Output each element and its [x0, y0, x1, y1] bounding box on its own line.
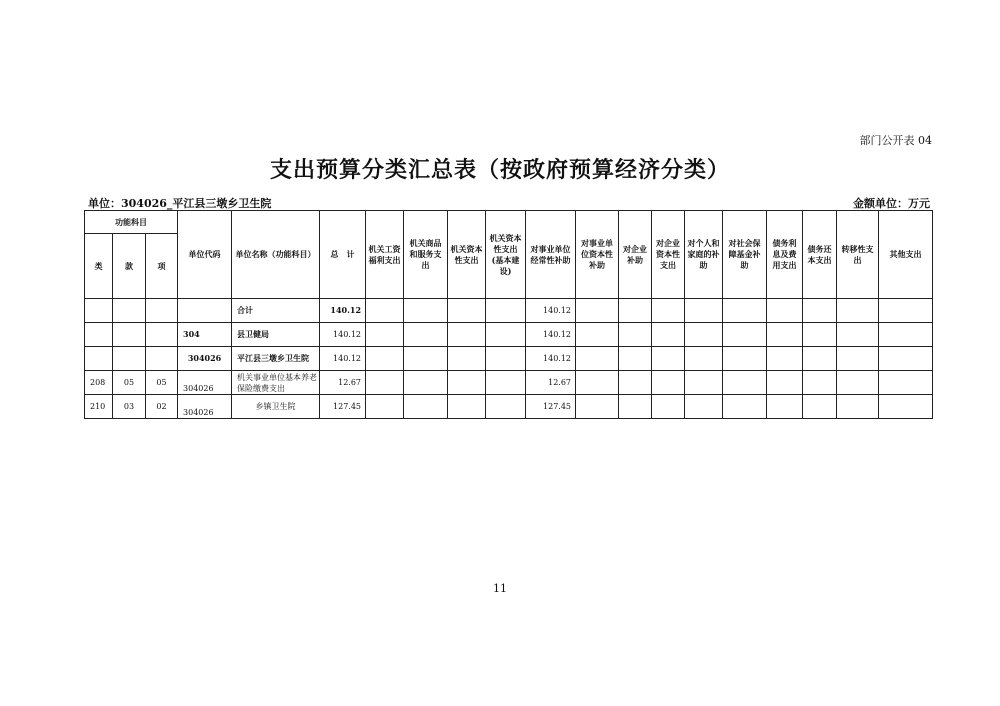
table-row [85, 323, 933, 347]
xiang-header: 项 [146, 234, 178, 299]
cell-name: 平江县三墩乡卫生院 [232, 347, 320, 371]
budget-table [84, 210, 933, 419]
c6-header: 对事业单位资本性补助 [576, 211, 619, 299]
cell-total: 140.12 [320, 347, 366, 371]
table-row [85, 299, 933, 323]
table-row [85, 395, 933, 419]
unit-name-header: 单位名称（功能科目） [232, 211, 320, 299]
cell-lei [85, 299, 113, 323]
cell-lei [85, 347, 113, 371]
c12-header: 债务还本支出 [803, 211, 837, 299]
c13-header: 转移性支出 [837, 211, 879, 299]
c14-header: 其他支出 [879, 211, 933, 299]
cell-lei [85, 323, 113, 347]
cell-kuan: 03 [113, 395, 146, 419]
c8-header: 对企业资本性支出 [652, 211, 685, 299]
cell-kuan [113, 299, 146, 323]
lei-header: 类 [85, 234, 113, 299]
cell-total: 127.45 [320, 395, 366, 419]
c9-header: 对个人和家庭的补助 [685, 211, 723, 299]
cell-c5: 127.45 [526, 395, 576, 419]
cell-c5: 140.12 [526, 299, 576, 323]
c2-header: 机关商品和服务支出 [404, 211, 448, 299]
cell-name: 乡镇卫生院 [232, 395, 320, 419]
cell-kuan: 05 [113, 371, 146, 395]
c3-header: 机关资本性支出 [448, 211, 486, 299]
cell-name: 县卫健局 [232, 323, 320, 347]
c7-header: 对企业补助 [619, 211, 652, 299]
cell-xiang: 02 [146, 395, 178, 419]
cell-kuan [113, 323, 146, 347]
amount-unit-label: 金额单位：万元 [853, 197, 930, 210]
c5-header: 对事业单位经常性补助 [526, 211, 576, 299]
cell-code: 304026 [178, 347, 232, 371]
cell-kuan [113, 347, 146, 371]
cell-code [178, 299, 232, 323]
unit-label: 单位：304026_平江县三墩乡卫生院 [88, 197, 272, 210]
cell-total: 140.12 [320, 299, 366, 323]
cell-xiang: 05 [146, 371, 178, 395]
cell-c5: 140.12 [526, 347, 576, 371]
cell-c5: 140.12 [526, 323, 576, 347]
func-subject-header: 功能科目 [85, 211, 178, 234]
cell-xiang [146, 323, 178, 347]
cell-name: 合计 [232, 299, 320, 323]
cell-lei: 208 [85, 371, 113, 395]
c1-header: 机关工资福利支出 [366, 211, 404, 299]
cell-xiang [146, 347, 178, 371]
total-header: 总 计 [320, 211, 366, 299]
table-row [85, 371, 933, 395]
cell-xiang [146, 299, 178, 323]
kuan-header: 款 [113, 234, 146, 299]
table-row [85, 347, 933, 371]
page-title: 支出预算分类汇总表（按政府预算经济分类） [269, 157, 730, 183]
cell-lei: 210 [85, 395, 113, 419]
document-code: 部门公开表 04 [859, 134, 932, 147]
cell-total: 12.67 [320, 371, 366, 395]
cell-code: 304026 [178, 395, 232, 419]
cell-code: 304 [178, 323, 232, 347]
page-number: 11 [493, 582, 507, 595]
c10-header: 对社会保障基金补助 [723, 211, 767, 299]
c4-header: 机关资本性支出(基本建设) [486, 211, 526, 299]
cell-code: 304026 [178, 371, 232, 395]
cell-name: 机关事业单位基本养老保险缴费支出 [232, 371, 320, 395]
c11-header: 债务利息及费用支出 [767, 211, 803, 299]
header-row-1 [85, 211, 933, 234]
cell-c5: 12.67 [526, 371, 576, 395]
unit-code-header: 单位代码 [178, 211, 232, 299]
cell-total: 140.12 [320, 323, 366, 347]
